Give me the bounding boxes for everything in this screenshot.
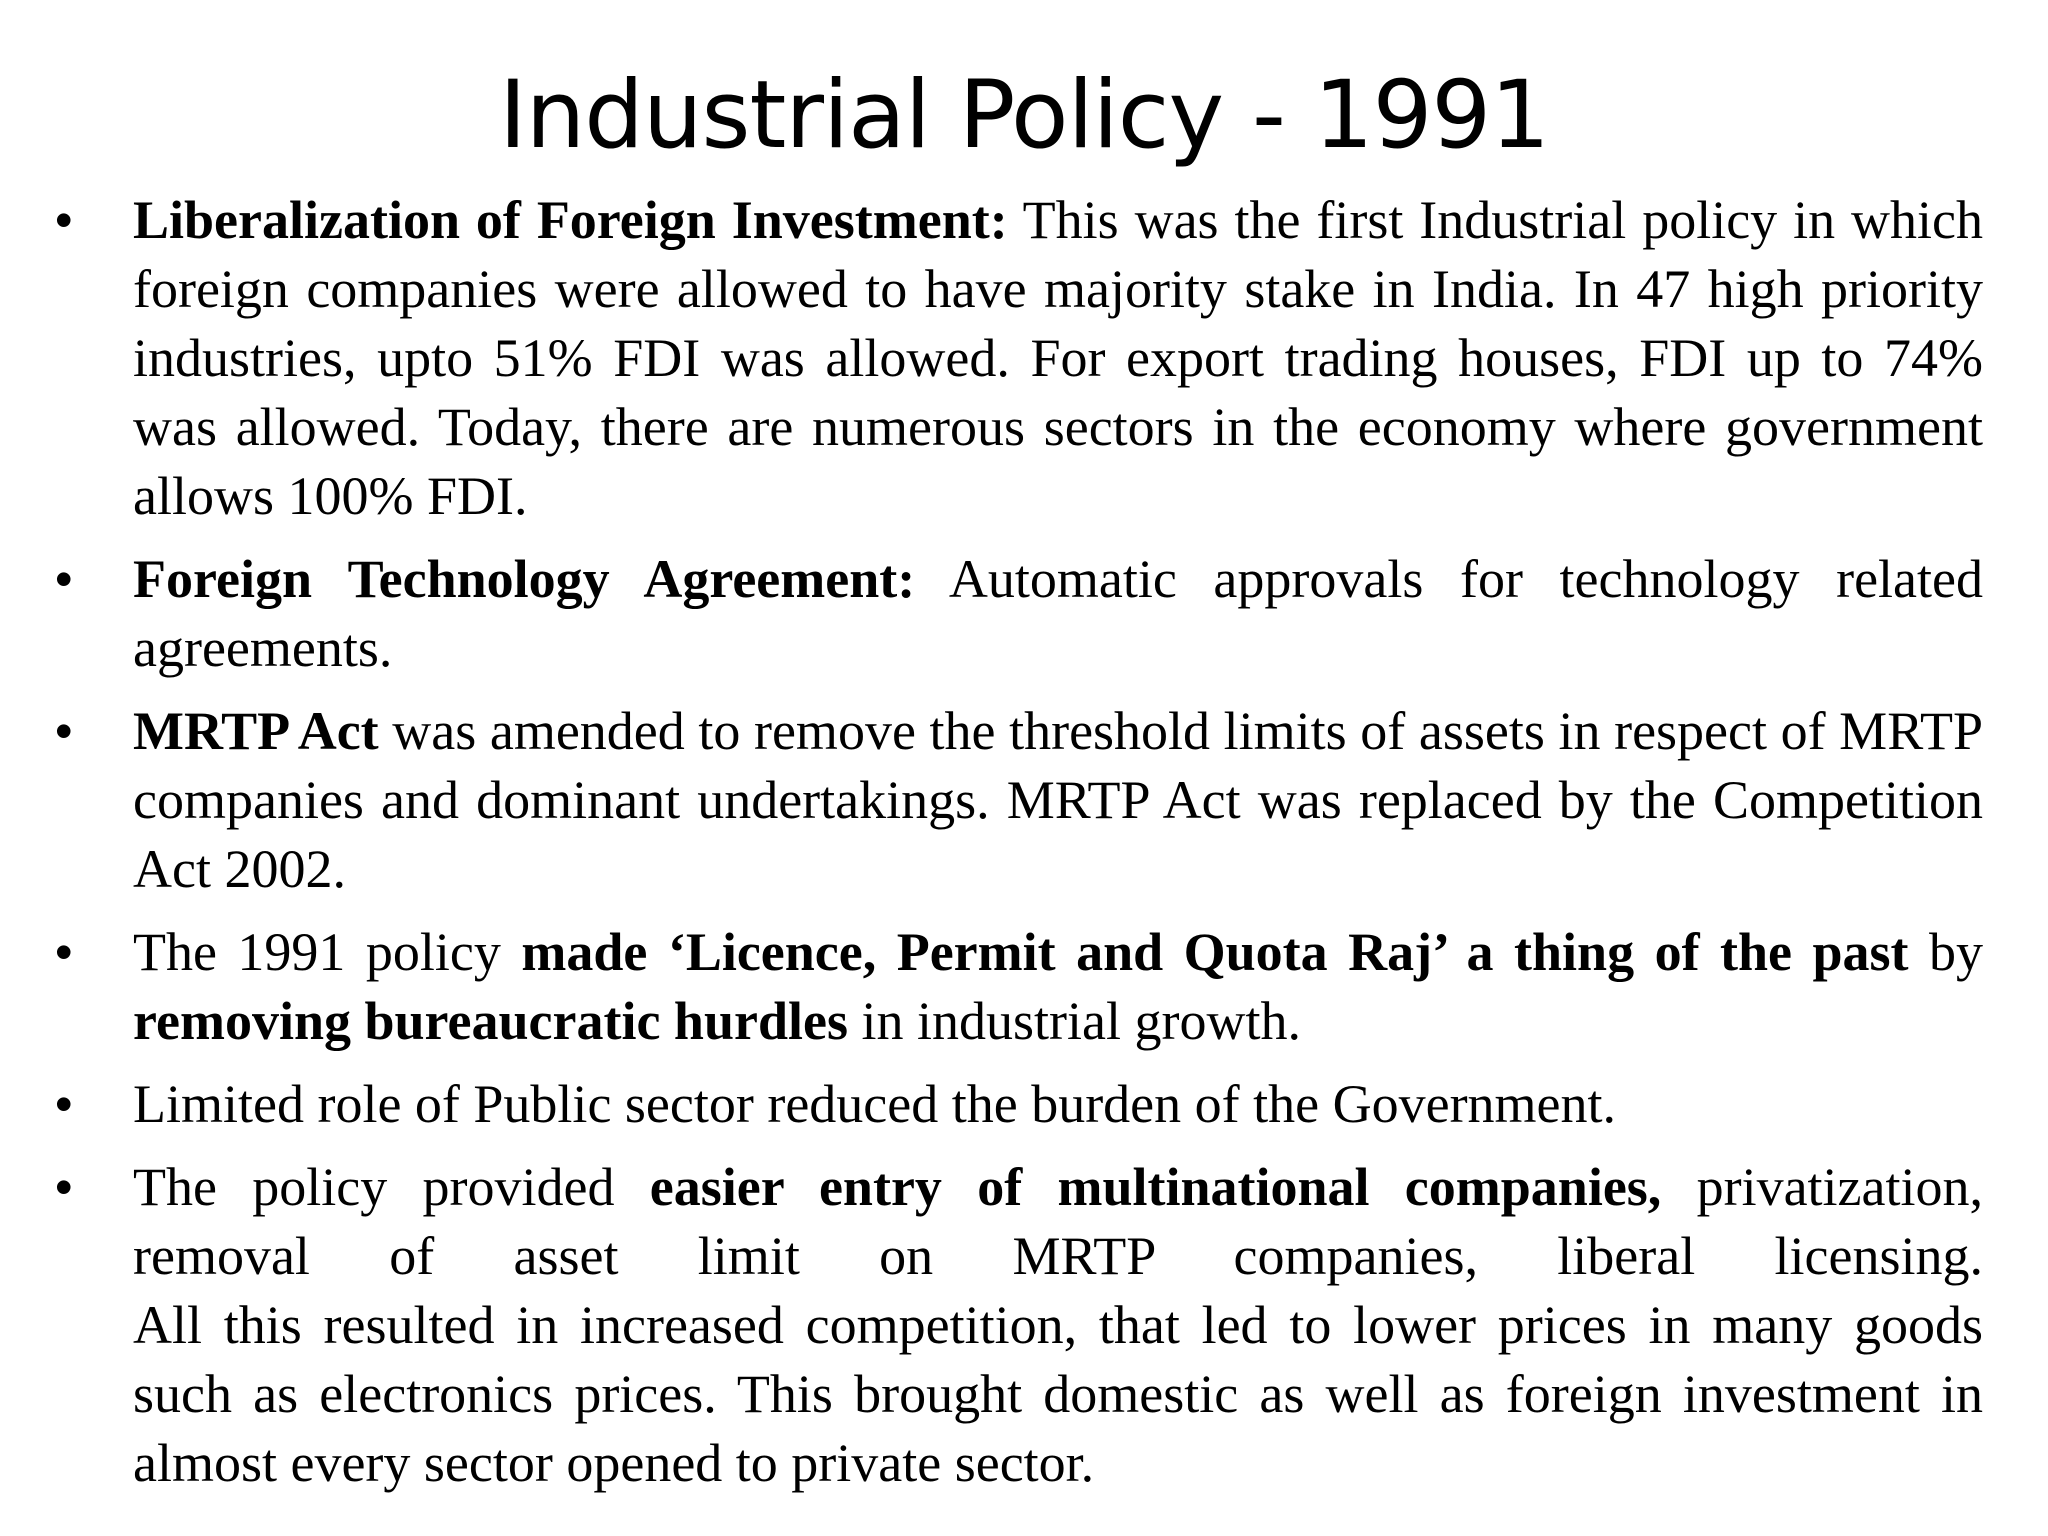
bullet-emphasis: made ‘Licence, Permit and Quota Raj’ a thing of the past: [521, 922, 1909, 982]
bullet-body: Automatic approvals for technology related agreements.: [133, 549, 1983, 678]
bullet-emphasis: easier entry of multinational companies,: [649, 1157, 1662, 1217]
bullet-body: The 1991 policy: [133, 922, 522, 982]
bullet-text: [133, 186, 1983, 531]
bullet-body: This was the first Industrial policy in which foreign companies were allowed to have majority stake in India. In 47 high priority industries, upto 51% FDI was allowed. For export trading houses, FDI up to 74% was allowed. Today, there are numerous sectors in the economy where government allows 100% FDI.: [133, 190, 1983, 526]
bullet-public-sector: [133, 1070, 1983, 1139]
bullet-text: • Limited role of Public sector reduced the burden of the Government.: [133, 1074, 1617, 1134]
bullet-text: [133, 697, 1983, 904]
bullet-emphasis: removing bureaucratic hurdles: [133, 991, 848, 1051]
bullet-heading: Liberalization of Foreign Investment:: [133, 190, 1008, 250]
bullet-line: removal of asset limit on MRTP companies, liberal licensing.: [133, 1226, 1983, 1286]
bullet-body: The policy provided: [133, 1157, 650, 1217]
bullet-mrtp-act: [133, 697, 1983, 904]
bullet-body: by: [1908, 922, 1984, 982]
bullet-body: was amended to remove the threshold limits of assets in respect of MRTP companies and dominant undertakings. MRTP Act was replaced by the Competition Act 2002.: [133, 701, 1983, 899]
bullet-body: privatization,: [1661, 1157, 1983, 1217]
bullet-line: All this resulted in increased competition, that led to lower prices in many goods such as electronics prices. This brought domestic as well as foreign investment in almost every sector opened to private sector.: [133, 1295, 1983, 1493]
bullet-heading: Foreign Technology Agreement:: [133, 549, 916, 609]
bullet-multinational-entry: [133, 1153, 1983, 1498]
bullet-heading: MRTP Act: [133, 701, 379, 761]
bullet-licence-raj: [133, 918, 1983, 1056]
bullet-text: [133, 918, 1983, 1056]
bullet-list: [133, 186, 1983, 1512]
bullet-foreign-technology: [133, 545, 1983, 683]
bullet-text: [133, 545, 1983, 683]
bullet-foreign-investment: [133, 186, 1983, 531]
slide-title: Industrial Policy - 1991: [498, 61, 1550, 170]
bullet-body: in industrial growth.: [847, 991, 1301, 1051]
bullet-line: [133, 1153, 1983, 1222]
